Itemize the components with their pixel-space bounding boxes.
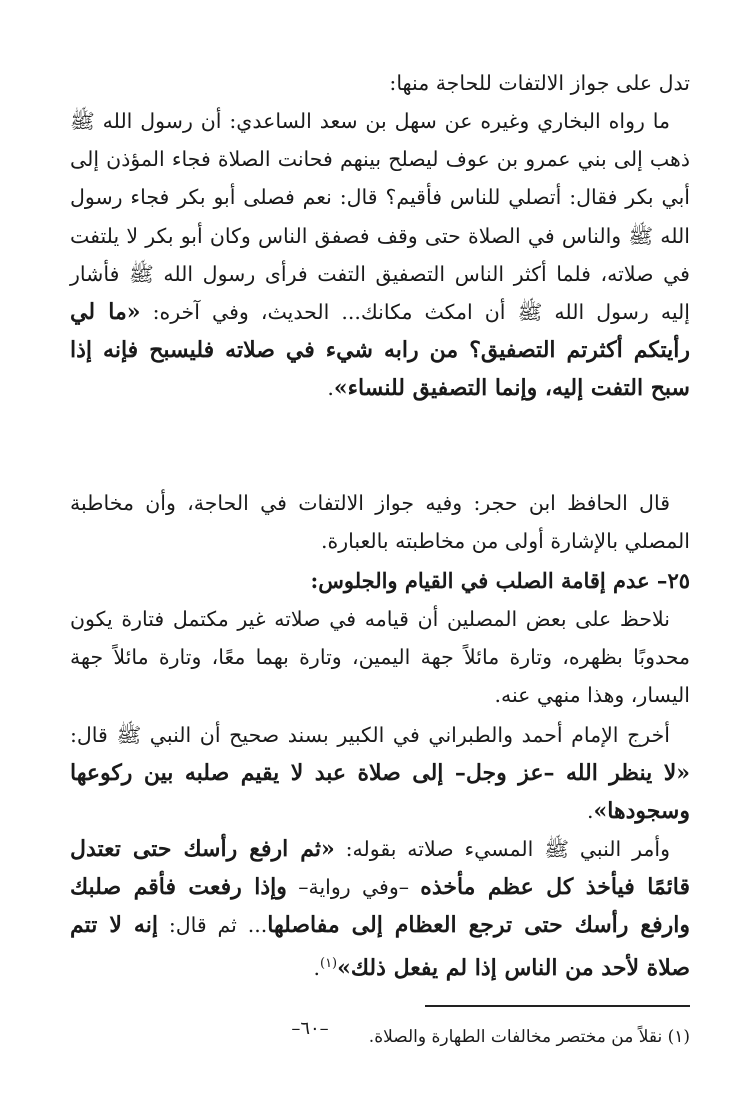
hadith-3-text-3: ... ثم قال: [157, 913, 268, 938]
hadith-2-quote: «لا ينظر الله –عز وجل– إلى صلاة عبد لا يقيم صلبه بين ركوعها وسجودها» [70, 760, 690, 825]
commentary-paragraph: قال الحافظ ابن حجر: وفيه جواز الالتفات في الحاجة، وأن مخاطبة المصلي بالإشارة أولى من مخاطبته بالعبارة. [70, 491, 690, 554]
footnote-reference[interactable]: (١) [319, 955, 338, 971]
hadith-1-text: ما رواه البخاري وغيره عن سهل بن سعد الساعدي: أن رسول الله ﷺ ذهب إلى بني عمرو بن عوف ليصلح بينهم فحانت الصلاة فجاء المؤذن إلى أبي بكر فقال: أتصلي للناس فأقيم؟ قال: نعم فصلى أبو بكر فجاء رسول الله ﷺ والناس في الصلاة حتى وقف فصفق الناس وكان أبو بكر لا يلتفت في صلاته، فلما أكثر الناس التصفيق التفت فرأى رسول الله ﷺ فأشار إليه رسول الله ﷺ أن امكث مكانك... الحديث، وفي آخره: [70, 109, 690, 325]
observation-paragraph: نلاحظ على بعض المصلين أن قيامه في صلاته غير مكتمل فتارة يكون محدوبًا بظهره، وتارة مائلاً جهة اليمين، وتارة بهما معًا، وتارة مائلاً جهة اليسار، وهذا منهي عنه. [70, 607, 690, 708]
hadith-2-text: أخرج الإمام أحمد والطبراني في الكبير بسند صحيح أن النبي ﷺ قال: [70, 723, 670, 747]
footnote-divider [425, 1005, 690, 1007]
hadith-3-quote-2: وإذا رفعت فأقم صلبك وارفع رأسك حتى ترجع العظام إلى مفاصلها [70, 874, 690, 939]
page-content [70, 58, 690, 1058]
hadith-paragraph-1 [70, 102, 690, 408]
hadith-1-quote: «ما لي رأيتكم أكثرتم التصفيق؟ من رابه شيء في صلاته فليسبح فإنه إذا سبح التفت إليه، وإنما التصفيق للنساء» [70, 299, 690, 402]
hadith-3-end: . [313, 955, 320, 980]
hadith-paragraph-3 [70, 830, 690, 987]
section-heading: ٢٥– عدم إقامة الصلب في القيام والجلوس: [310, 568, 690, 593]
hadith-3-quote-3: إنه لا تتم صلاة لأحد من الناس إذا لم يفعل ذلك» [70, 912, 690, 981]
page-number: –٦٠– [291, 1018, 329, 1039]
hadith-3-text-2: –وفي رواية– [286, 875, 421, 900]
intro-line: تدل على جواز الالتفات للحاجة منها: [389, 71, 690, 95]
hadith-2-end: . [586, 799, 594, 824]
footnote: (١) نقلاً من مختصر مخالفات الطهارة والصلاة. [368, 1027, 690, 1047]
hadith-3-text-1: وأمر النبي ﷺ المسيء صلاته بقوله: [334, 837, 670, 861]
hadith-1-end: . [327, 376, 334, 401]
hadith-paragraph-2 [70, 716, 690, 831]
hadith-3-quote-1: «ثم ارفع رأسك حتى تعتدل قائمًا فيأخذ كل عظم مأخذه [70, 836, 690, 901]
